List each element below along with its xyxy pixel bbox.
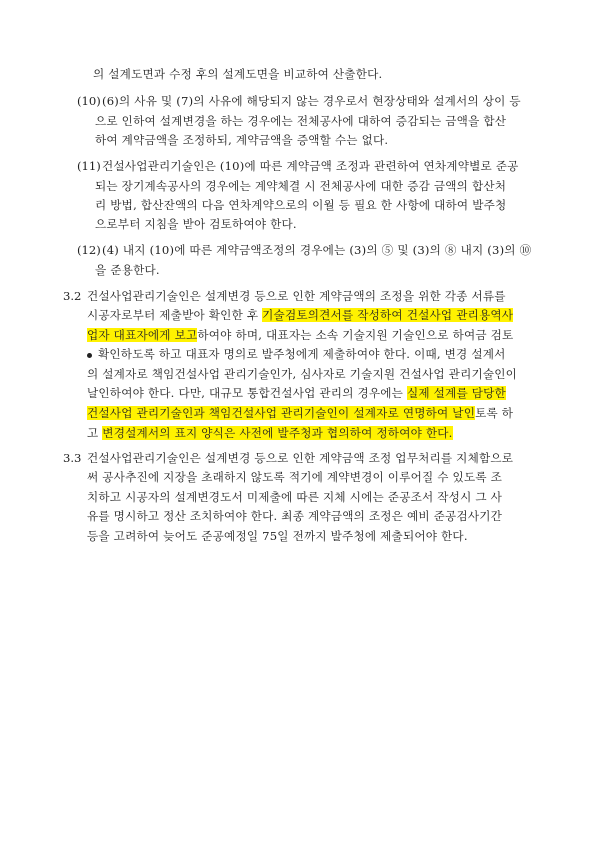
section-3-2-line: 의 설계자로 책임건설사업 관리기술인가, 심사자로 기술지원 건설사업 관리기술인이 (87, 367, 518, 381)
item10-number: (10) (77, 94, 101, 108)
section-3-3-number: 3.3 (63, 451, 82, 465)
section-3-3-line: 등을 고려하여 늦어도 준공예정일 75일 전까지 발주청에 제출되어야 한다. (87, 529, 468, 543)
highlighted-text: 건설사업 관리기술인과 책임건설사업 관리기술인이 설계자로 연명하여 날인 (87, 406, 476, 420)
section-3-2-line: 건설사업관리기술인은 설계변경 등으로 인한 계약금액의 조정을 위한 각종 서류를 (87, 289, 506, 303)
item12-number: (12) (77, 243, 101, 257)
highlighted-text: 업자 대표자에게 보고 (87, 328, 198, 342)
item10-line: 으로 인하여 설계변경을 하는 경우에는 전체공사에 대하여 증감되는 금액을 합산 (95, 114, 507, 128)
highlighted-text: 변경설계서의 표지 양식은 사전에 발주청과 협의하여 정하여야 한다. (102, 426, 453, 440)
section-3-3-line: 건설사업관리기술인은 설계변경 등으로 인한 계약금액 조정 업무처리를 지체함으로 (87, 451, 514, 465)
item11-line: 리 방법, 합산잔액의 다음 연차계약으로의 이월 등 필요 한 사항에 대하여 발주청 (95, 198, 507, 212)
text-run: 고 (87, 426, 103, 440)
item12-line: (4) 내지 (10)에 따른 계약금액조정의 경우에는 (3)의 ⑤ 및 (3)의 ⑧ 내지 (3)의 ⑩ (102, 243, 532, 257)
section-3-3-line: 유를 명시하고 정산 조치하여야 한다. 최종 계약금액의 조정은 예비 준공검사기간 (87, 509, 503, 523)
text-run: 시공자로부터 제출받아 확인한 후 (87, 308, 263, 322)
item11-number: (11) (77, 159, 101, 173)
highlighted-text: 기술검토의견서를 작성하여 건설사업 관리용역사 (262, 308, 514, 322)
item-prev-continuation: 의 설계도면과 수정 후의 설계도면을 비교하여 산출한다. (93, 67, 383, 81)
text-run: 확인하도록 하고 대표자 명의로 발주청에게 제출하여야 한다. 이때, 변경 설계서 (98, 347, 506, 361)
item11-line: 으로부터 지침을 받아 검토하여야 한다. (95, 217, 297, 231)
section-3-3-line: 치하고 시공자의 설계변경도서 미제출에 따른 지체 시에는 준공조서 작성시 그 사 (87, 490, 503, 504)
section-3-3-line: 써 공사추진에 지장을 초래하지 않도록 적기에 계약변경이 이루어질 수 있도록 조 (87, 470, 503, 484)
item12-line: 을 준용한다. (95, 263, 160, 277)
section-3-2-line (87, 307, 513, 323)
item11-line: 건설사업관리기술인은 (10)에 따른 계약금액 조정과 관련하여 연차계약별로 준공 (102, 159, 519, 173)
text-run: 토록 하 (475, 406, 514, 420)
text-run: 날인하여야 한다. 다만, 대규모 통합건설사업 관리의 경우에는 (87, 386, 407, 400)
highlighted-text: 실제 설계를 담당한 (406, 386, 506, 400)
section-3-2-line (87, 425, 453, 441)
section-3-2-number: 3.2 (63, 289, 82, 303)
item10-line: (6)의 사유 및 (7)의 사유에 해당되지 않는 경우로서 현장상태와 설계서의 상이 등 (102, 94, 521, 108)
section-3-2-line (87, 385, 506, 401)
bullet-icon (87, 353, 92, 358)
section-3-2-line (87, 405, 513, 421)
section-3-2-line (87, 346, 506, 362)
section-3-2-line (87, 327, 513, 343)
item11-line: 되는 장기계속공사의 경우에는 계약체결 시 전체공사에 대한 증감 금액의 합산처 (95, 179, 507, 193)
text-run: 하여야 하며, 대표자는 소속 기술지원 기술인으로 하여금 검토 (197, 328, 514, 342)
item10-line: 하여 계약금액을 조정하되, 계약금액을 증액할 수는 없다. (95, 133, 389, 147)
